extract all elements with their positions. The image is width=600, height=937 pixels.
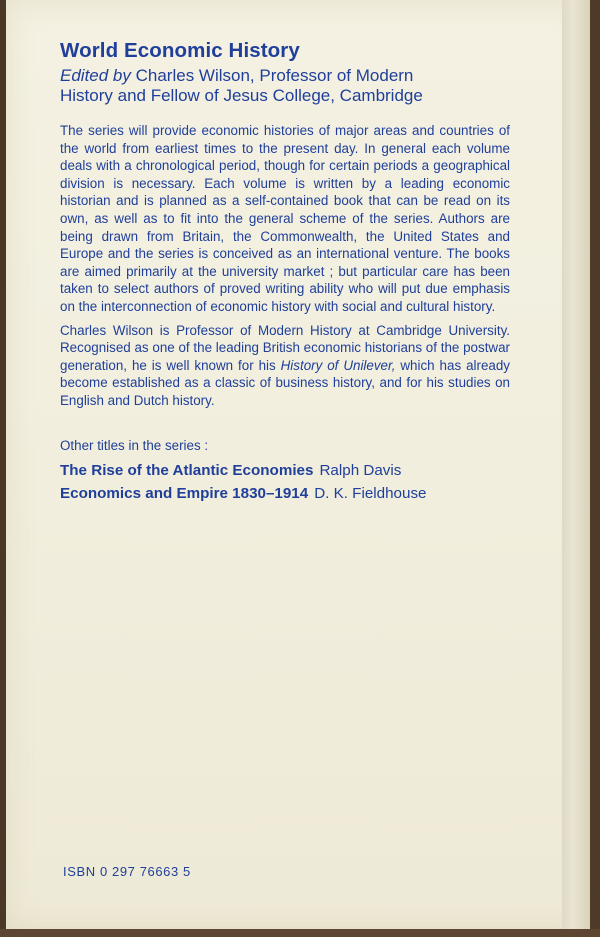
book-title: The Rise of the Atlantic Economies — [60, 461, 314, 479]
biography-text-end: which has already become established as a classic of business history, and for his studies on English and Dutch history. — [60, 357, 511, 408]
editor-biography — [60, 322, 510, 410]
other-titles-list — [60, 459, 510, 505]
other-titles-label: Other titles in the series : — [60, 437, 209, 453]
book-author: D. K. Fieldhouse — [314, 484, 427, 502]
list-item — [60, 482, 510, 505]
editor-line-1: Charles Wilson, Professor of Modern — [130, 66, 414, 85]
biography-text-start: Charles Wilson is Professor of Modern History at Cambridge University. Recognised as one of the leading British economic historians of the postwar generation, he is well known for his — [60, 322, 510, 373]
cover-text-block — [60, 38, 510, 505]
biography-italic-title: History of Unilever, — [280, 357, 396, 373]
cover-edge-strip — [562, 0, 590, 929]
book-author: Ralph Davis — [319, 461, 402, 479]
editor-credit — [60, 66, 510, 106]
list-item — [60, 459, 510, 482]
editor-line-2: History and Fellow of Jesus College, Cambridge — [60, 86, 423, 105]
series-description: The series will provide economic histories of major areas and countries of the world from earliest times to the present day. In general each volume deals with a chronological period, though for certain periods a geographical division is necessary. Each volume is written by a leading economic historian and is planned as a self-contained book that can be read on its own, as well as to fit into the general scheme of the series. Authors are being drawn from Britain, the Commonwealth, the United States and Europe and the series is conceived as an international venture. The books are aimed primarily at the university market ; but particular care has been taken to select authors of proved writing ability who will put due emphasis on the interconnection of economic history with social and cultural history. — [60, 123, 510, 314]
book-title: Economics and Empire 1830–1914 — [60, 484, 309, 502]
editor-prefix: Edited by — [60, 66, 131, 85]
isbn-number: ISBN 0 297 76663 5 — [63, 864, 191, 879]
board-bottom-edge — [0, 929, 600, 937]
series-title: World Economic History — [60, 39, 300, 62]
